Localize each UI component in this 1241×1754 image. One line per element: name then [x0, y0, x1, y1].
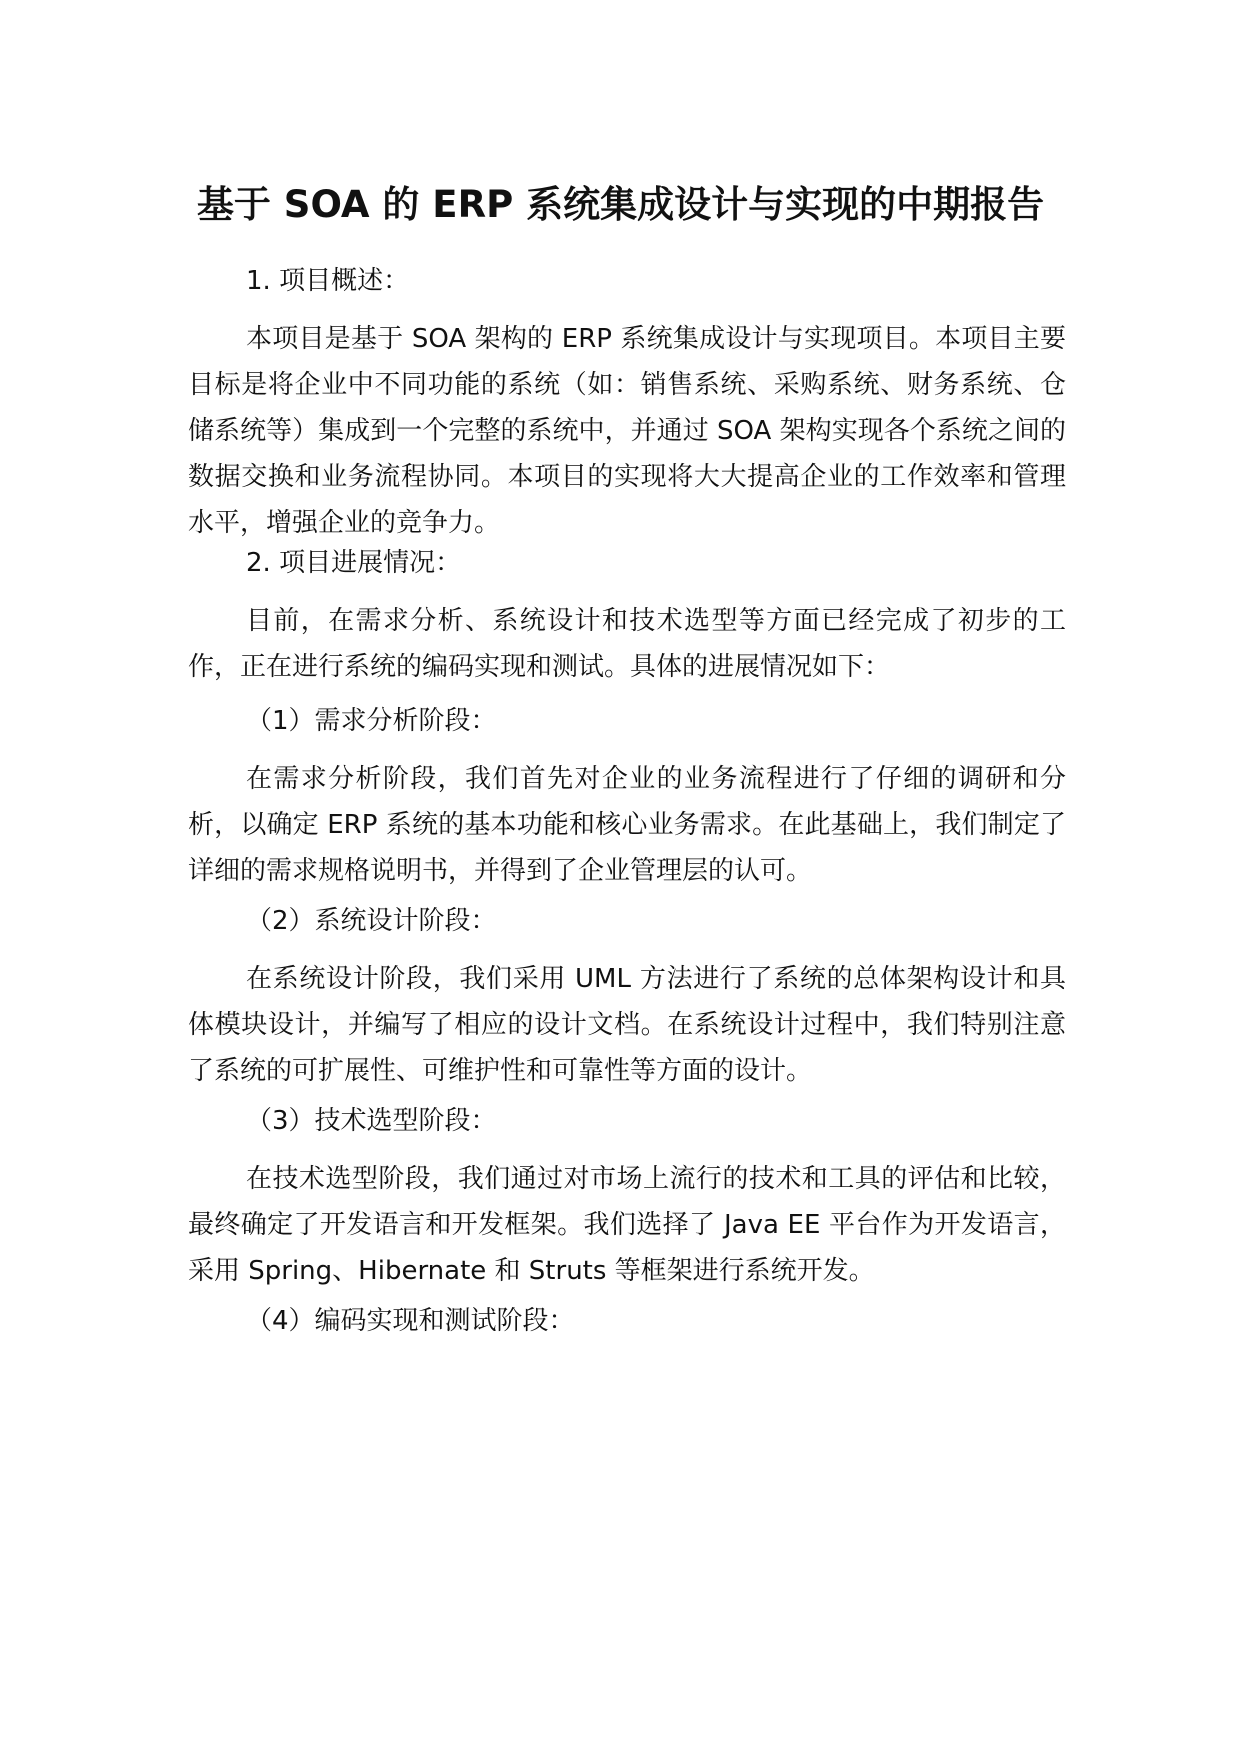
phase-2-heading: （2）系统设计阶段：: [246, 906, 497, 936]
phase-2-paragraph: 在系统设计阶段，我们采用 UML 方法进行了系统的总体架构设计和具体模块设计，并编写了相应的设计文档。在系统设计过程中，我们特别注意了系统的可扩展性、可维护性和可靠性等方面的设计。: [188, 964, 1066, 1086]
phase-3-paragraph: 在技术选型阶段，我们通过对市场上流行的技术和工具的评估和比较，最终确定了开发语言和开发框架。我们选择了 Java EE 平台作为开发语言，采用 Spring、Hibernate 和 Struts 等框架进行系统开发。: [188, 1164, 1066, 1286]
document-title: 基于 SOA 的 ERP 系统集成设计与实现的中期报告: [196, 183, 1045, 226]
phase-4-heading: （4）编码实现和测试阶段：: [246, 1306, 575, 1336]
section-2-heading: 2. 项目进展情况：: [246, 548, 462, 578]
section-1-heading: 1. 项目概述：: [246, 266, 410, 296]
phase-3-heading: （3）技术选型阶段：: [246, 1106, 497, 1136]
phase-1-heading: （1）需求分析阶段：: [246, 706, 497, 736]
section-2-paragraph: 目前，在需求分析、系统设计和技术选型等方面已经完成了初步的工作，正在进行系统的编码实现和测试。具体的进展情况如下：: [188, 606, 1066, 682]
section-1-paragraph: 本项目是基于 SOA 架构的 ERP 系统集成设计与实现项目。本项目主要目标是将企业中不同功能的系统（如：销售系统、采购系统、财务系统、仓储系统等）集成到一个完整的系统中，并通过 SOA 架构实现各个系统之间的数据交换和业务流程协同。本项目的实现将大大提高企业的工作效率和管理水平，增强企业的竞争力。: [188, 324, 1066, 538]
phase-1-paragraph: 在需求分析阶段，我们首先对企业的业务流程进行了仔细的调研和分析，以确定 ERP 系统的基本功能和核心业务需求。在此基础上，我们制定了详细的需求规格说明书，并得到了企业管理层的认可。: [188, 764, 1066, 886]
